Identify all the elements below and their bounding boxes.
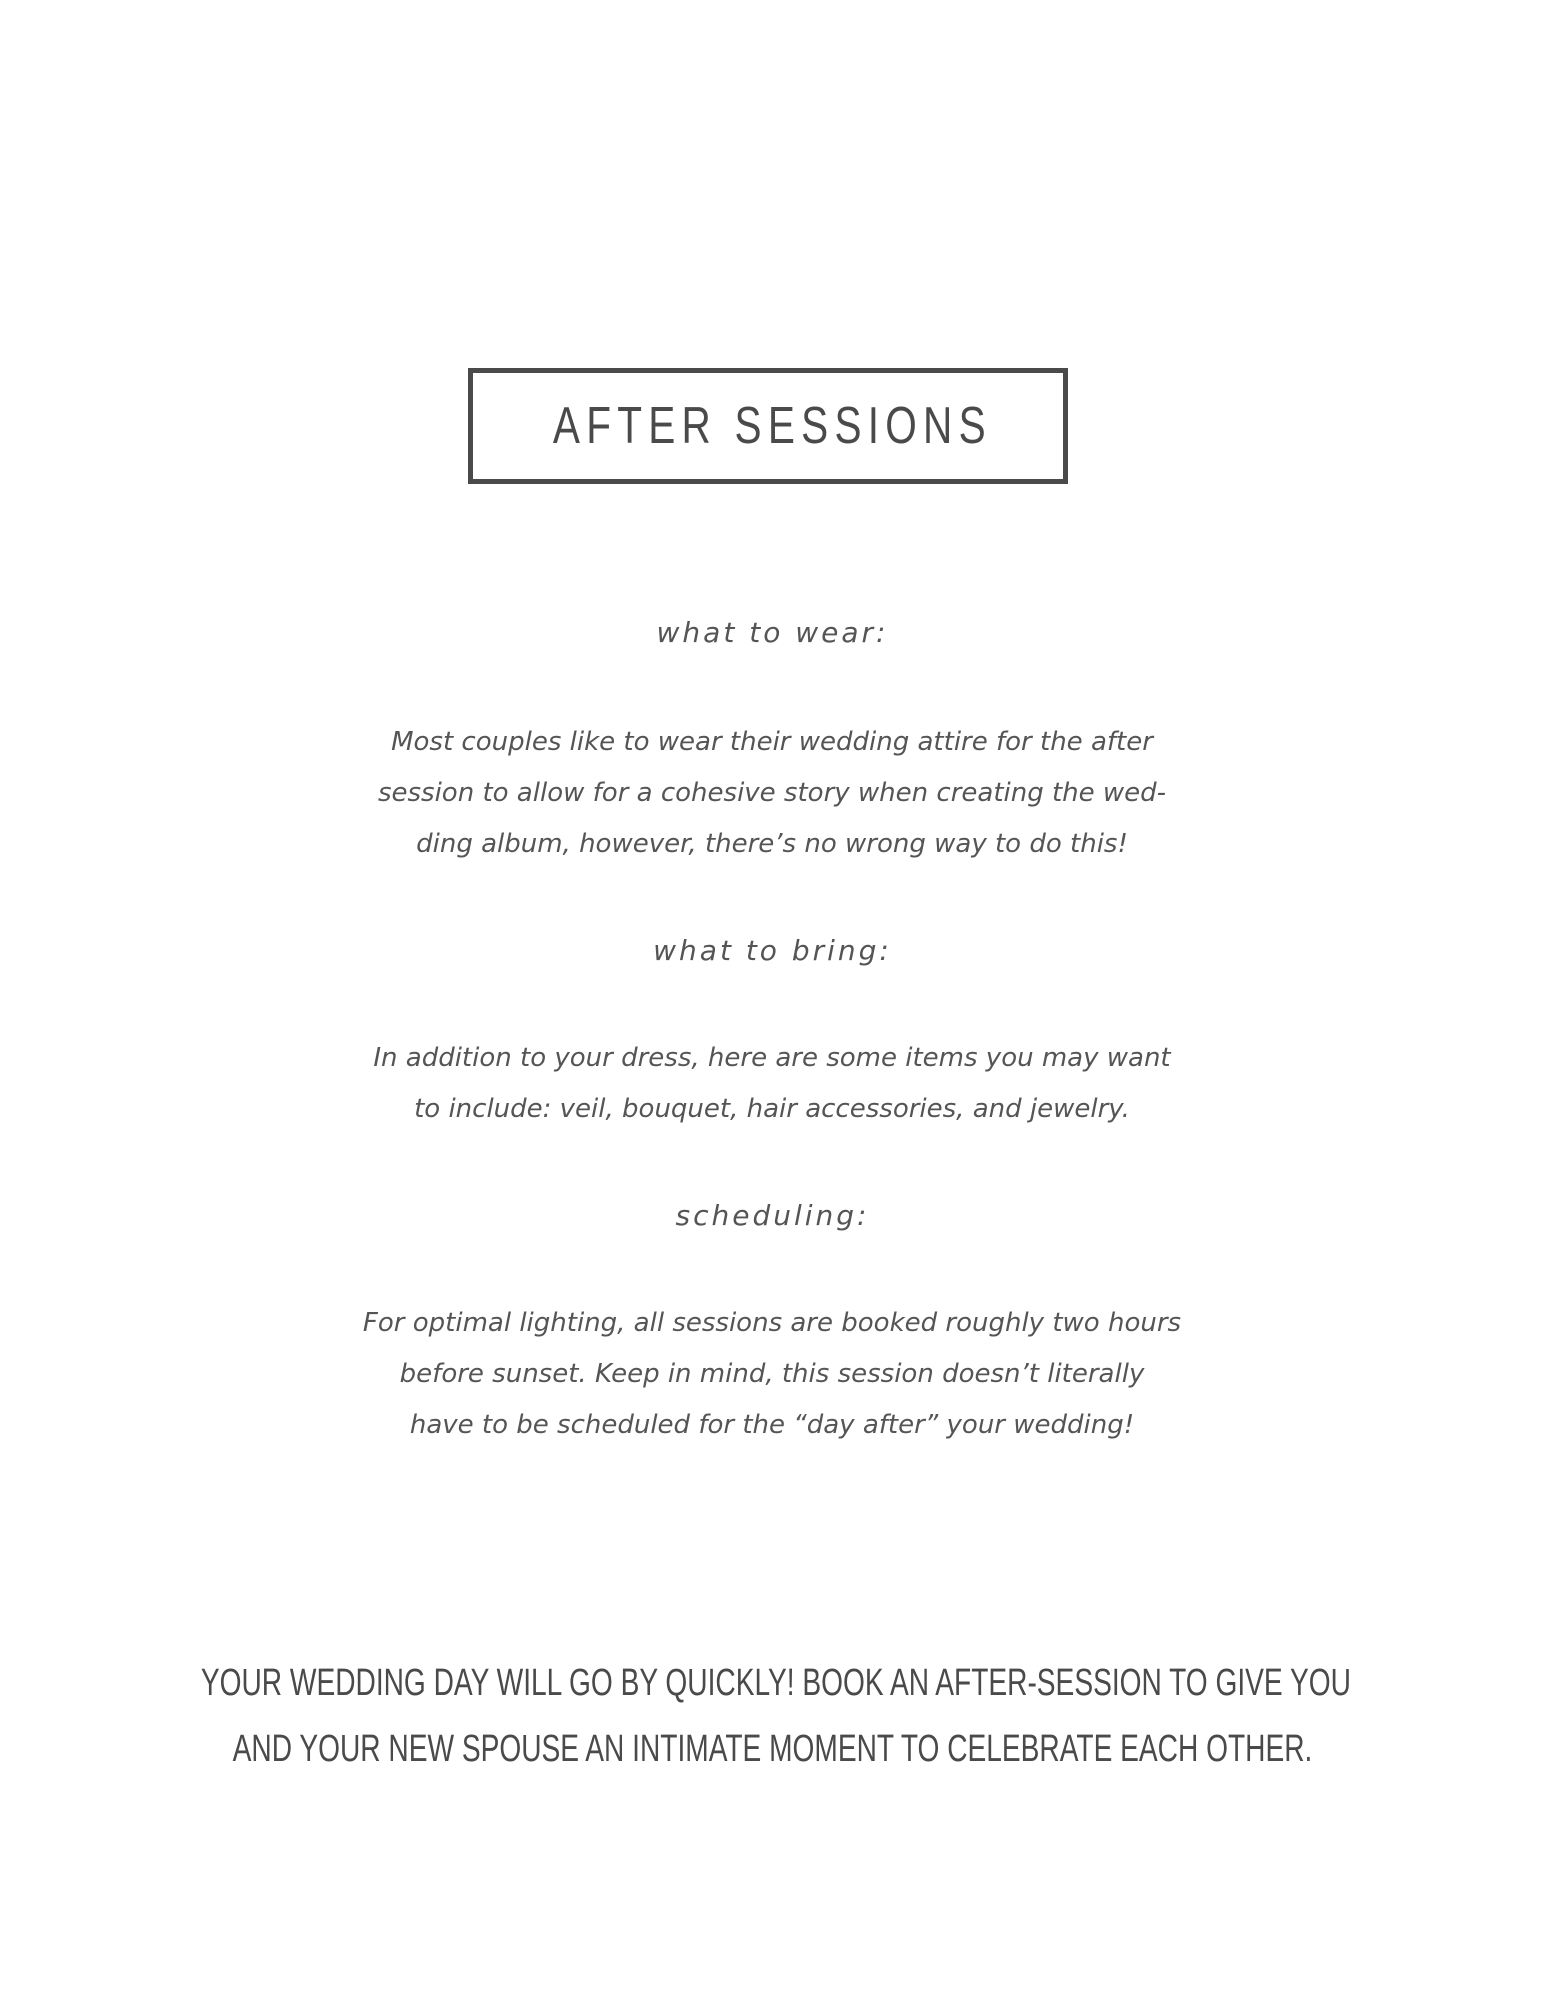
body-line: to include: veil, bouquet, hair accessories, and jewelry. (414, 1094, 1130, 1124)
section-body-what-to-wear (272, 717, 1272, 870)
body-line: For optimal lighting, all sessions are booked roughly two hours (362, 1308, 1182, 1338)
section-heading-what-to-bring: what to bring: (653, 934, 892, 967)
closing-line: YOUR WEDDING DAY WILL GO BY QUICKLY! BOOK AN AFTER-SESSION TO GIVE YOU (200, 1662, 1351, 1704)
page-title: AFTER SESSIONS (552, 397, 992, 455)
body-line: In addition to your dress, here are some items you may want (373, 1043, 1171, 1073)
body-line: have to be scheduled for the “day after” your wedding! (409, 1410, 1135, 1440)
section-body-what-to-bring (272, 1033, 1272, 1135)
closing-line: AND YOUR NEW SPOUSE AN INTIMATE MOMENT TO CELEBRATE EACH OTHER. (232, 1728, 1313, 1770)
title-box (468, 368, 1068, 484)
body-line: before sunset. Keep in mind, this session doesn’t literally (399, 1359, 1145, 1389)
body-line: session to allow for a cohesive story when creating the wed- (377, 778, 1167, 808)
section-heading-what-to-wear: what to wear: (656, 616, 889, 649)
closing-statement (0, 1650, 1545, 1782)
section-body-scheduling (272, 1298, 1272, 1451)
body-line: Most couples like to wear their wedding attire for the after (391, 727, 1153, 757)
body-line: ding album, however, there’s no wrong way to do this! (416, 829, 1128, 859)
section-heading-scheduling: scheduling: (675, 1199, 870, 1232)
